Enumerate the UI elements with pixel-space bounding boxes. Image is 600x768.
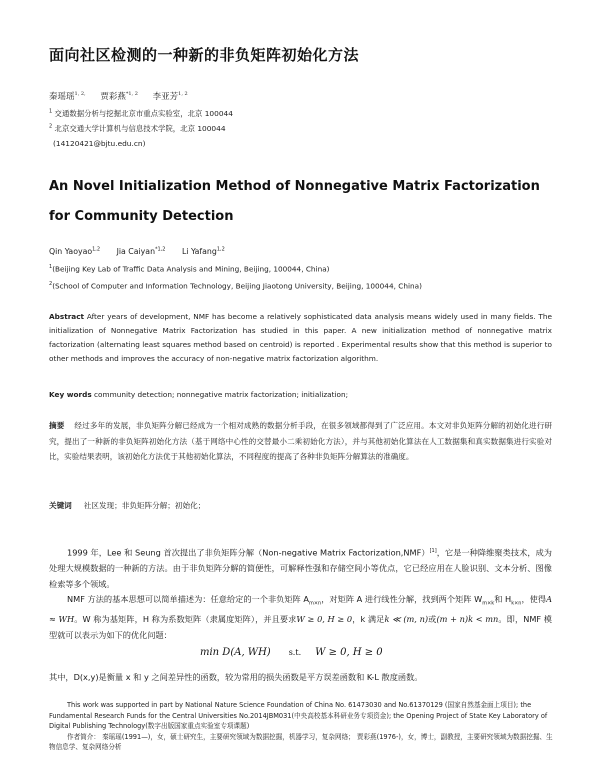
abstract-label-zh: 摘要 — [49, 421, 65, 430]
author-sup: 1, 2, — [74, 91, 86, 98]
author-2-en — [117, 247, 166, 256]
author-sup: 1, 2 — [178, 91, 188, 98]
equation-subject-to: s.t. — [288, 648, 302, 657]
footnote — [49, 700, 554, 753]
text-run: 1999 年，Lee 和 Seung 首次提出了非负矩阵分解（Non-negative Matrix Factorization,NMF） — [67, 547, 430, 558]
author-sup: 1,2 — [216, 246, 225, 252]
subscript: k×n — [511, 600, 522, 607]
author-name: Jia Caiyan — [116, 246, 156, 256]
equation-constraint: W ≥ 0, H ≥ 0 — [315, 647, 383, 658]
english-authors — [49, 246, 239, 256]
author-sup: 1,2 — [92, 246, 101, 252]
chinese-authors — [49, 90, 200, 102]
affil-sup: 1 — [49, 108, 53, 115]
keywords-text: community detection; nonnegative matrix factorization; initialization; — [94, 390, 349, 399]
paragraph-2 — [49, 592, 552, 643]
body-text — [49, 544, 552, 643]
paragraph-1 — [49, 544, 552, 592]
author-name: Qin Yaoyao — [49, 246, 93, 256]
english-keywords — [49, 390, 348, 399]
affil-sup: 2 — [49, 281, 53, 287]
inline-math: A ≈ WH — [49, 594, 552, 625]
keywords-text-zh: 社区发现；非负矩阵分解；初始化； — [83, 501, 206, 510]
author-1-zh — [49, 92, 86, 102]
affil-sup: 2 — [49, 123, 53, 130]
english-abstract — [49, 310, 552, 366]
chinese-affiliation-2 — [49, 123, 226, 134]
author-1-en — [49, 247, 100, 256]
funding-note: This work was supported in part by National Nature Science Foundation of China No. 61473030 and No.61370129 (国家自然基金面上项目); the Fundamental Research Funds for the Central Universities No.2014JBM031(中央高校基本科研业务专项资金); the Opening Project of State Key Laboratory of Digital Publishing Technology(数字出版国家重点实验室专项课题) — [49, 701, 548, 731]
author-name: Li Yafang — [181, 246, 217, 256]
english-affiliation-1 — [49, 264, 330, 273]
abstract-text: After years of development, NMF has become a relatively sophisticated data analysis means widely used in many fields. The initialization of Nonnegative Matrix Factorization has studied in this paper. A new initialization method of nonnegative matrix factorization (alternating least squares method based on centroid) is reported . Experimental results show that this method is superior to other methods and improves the accuracy of non-negative matrix factorization algorithm. — [49, 312, 552, 363]
affil-text: (School of Computer and Information Technology, Beijing Jiaotong University, Beijing, 100044, China) — [52, 281, 422, 291]
keywords-label: Key words — [49, 390, 92, 399]
text-run: ，k 满足 — [352, 614, 385, 625]
optimization-equation — [200, 647, 383, 658]
affil-text: 北京交通大学计算机与信息技术学院，北京 100044 — [54, 124, 226, 133]
author-sup: *1,2 — [155, 246, 166, 252]
subscript: m×n — [308, 600, 322, 607]
chinese-affiliation-1 — [49, 108, 233, 119]
affil-sup: 1 — [49, 264, 53, 270]
english-title-line-2: for Community Detection — [49, 209, 234, 224]
chinese-keywords — [49, 500, 205, 511]
text-run: ，它是一种降维聚类技术，成为处理大规模数据的一种新的方法。由于非负矩阵分解的简便性，可解释性强和存储空间小等优点，它已经应用在人脸识别、文本分析、图像检索等多个领域。 — [49, 547, 552, 589]
inline-math: (m + n)k < mn — [436, 614, 499, 625]
affil-text: 交通数据分析与挖掘北京市重点实验室，北京 100044 — [54, 109, 233, 118]
equation-explanation: 其中，D(x,y)是衡量 x 和 y 之间差异性的函数，较为常用的损失函数是平方误差函数和 K-L 散度函数。 — [49, 672, 423, 682]
text-run: 或 — [428, 614, 437, 625]
author-bio: 作者简介： 秦瑶瑶(1991—)，女，硕士研究生，主要研究领域为数据挖掘，机器学习，复杂网络； 贾彩燕(1976-)，女，博士，副教授，主要研究领域为数据挖掘、生物信息学、复杂网络分析 — [49, 732, 553, 752]
inline-math: k ≪ (m, n) — [384, 614, 429, 625]
text-run: 。即，NMF 模型就可以表示为如下的优化问题： — [49, 614, 552, 640]
author-name: 贾彩燕 — [100, 92, 126, 102]
abstract-text-zh: 经过多年的发展，非负矩阵分解已经成为一个相对成熟的数据分析手段，在很多领域都得到了广泛应用。本文对非负矩阵分解的初始化进行研究，提出了一种新的非负矩阵初始化方法（基于网络中心性的交替最小二乘初始化方法），并与其他初始化算法在人工数据集和真实数据集进行实验对比，实验结果表明，该初始化方法优于其他初始化算法，不同程度的提高了各种非负矩阵分解算法的准确度。 — [49, 421, 553, 462]
author-email: (14120421@bjtu.edu.cn) — [53, 139, 146, 148]
author-3-zh — [153, 92, 188, 102]
author-name: 李亚芳 — [152, 92, 179, 102]
text-run: ，使得 — [521, 594, 547, 605]
inline-math: W ≥ 0, H ≥ 0 — [296, 614, 353, 625]
author-2-zh — [100, 92, 138, 102]
chinese-abstract — [49, 418, 552, 465]
author-sup: *1, 2 — [125, 91, 138, 98]
english-affiliation-2 — [49, 281, 422, 290]
keywords-label-zh: 关键词 — [49, 501, 72, 510]
equation-objective: min D(A, WH) — [200, 647, 271, 658]
author-name: 秦瑶瑶 — [49, 92, 75, 102]
citation-ref: [1] — [429, 548, 437, 554]
author-3-en — [182, 247, 225, 256]
text-run: ，对矩阵 A 进行线性分解，找到两个矩阵 W — [321, 594, 483, 605]
chinese-title: 面向社区检测的一种新的非负矩阵初始化方法 — [49, 46, 360, 64]
affil-text: (Beijing Key Lab of Traffic Data Analysis and Mining, Beijing, 100044, China) — [52, 264, 330, 274]
english-title-line-1: An Novel Initialization Method of Nonnegative Matrix Factorization — [49, 179, 540, 194]
text-run: 。W 称为基矩阵，H 称为系数矩阵（隶属度矩阵），并且要求 — [74, 614, 297, 625]
abstract-label: Abstract — [49, 312, 85, 321]
text-run: 和 H — [494, 594, 512, 605]
subscript: m×k — [482, 600, 495, 607]
text-run: NMF 方法的基本思想可以简单描述为：任意给定的一个非负矩阵 A — [67, 594, 309, 605]
